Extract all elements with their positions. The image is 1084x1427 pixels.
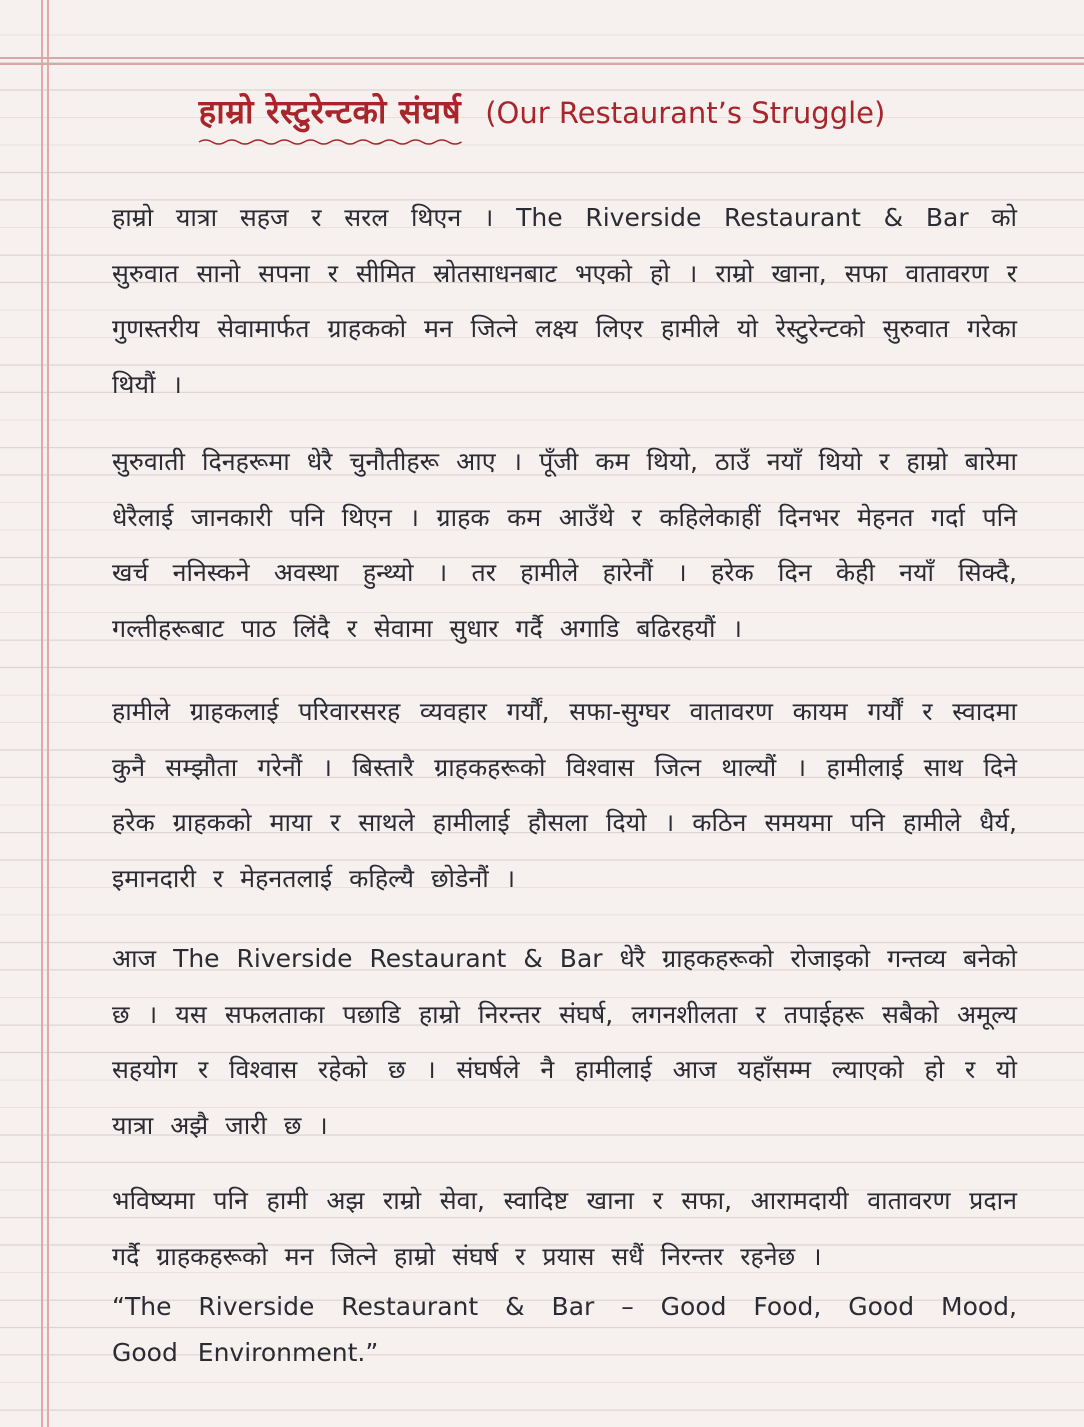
page-title <box>0 88 1084 133</box>
closing-quote: “The Riverside Restaurant & Bar – Good Food, Good Mood, Good Environment.” <box>112 1292 1017 1367</box>
paragraph-2: सुरुवाती दिनहरूमा धेरै चुनौतीहरू आए । पूँजी कम थियो, ठाउँ नयाँ थियो र हाम्रो बारेमा धेरैलाई जानकारी पनि थिएन । ग्राहक कम आउँथे र कहिलेकाहीं दिनभर मेहनत गर्दा पनि खर्च ननिस्कने अवस्था हुन्थ्यो । तर हामीले हारेनौं । हरेक दिन केही नयाँ सिक्दै, गल्तीहरूबाट पाठ लिंदै र सेवामा सुधार गर्दै अगाडि बढिरहयौं । <box>112 447 1017 643</box>
paragraph-4: आज The Riverside Restaurant & Bar धेरै ग्राहकहरूको रोजाइको गन्तव्य बनेको छ । यस सफलताका पछाडि हाम्रो निरन्तर संघर्ष, लगनशीलता र तपाईहरू सबैको अमूल्य सहयोग र विश्वास रहेको छ । संघर्षले नै हामीलाई आज यहाँसम्म ल्याएको हो र यो यात्रा अझै जारी छ । <box>112 944 1017 1140</box>
header-rule-upper <box>0 57 1084 59</box>
header-rule-lower <box>0 63 1084 65</box>
margin-line-right <box>47 0 49 1427</box>
letter-body <box>112 190 1017 1376</box>
title-nepali <box>199 88 462 133</box>
title-english: (Our Restaurant’s Struggle) <box>485 96 886 130</box>
paragraph-1: हाम्रो यात्रा सहज र सरल थिएन । The Riverside Restaurant & Bar को सुरुवात सानो सपना र सीमित स्रोतसाधनबाट भएको हो । राम्रो खाना, सफा वातावरण र गुणस्तरीय सेवामार्फत ग्राहकको मन जित्ने लक्ष्य लिएर हामीले यो रेस्टुरेन्टको सुरुवात गरेका थियौं । <box>112 203 1017 399</box>
title-nepali-text: हाम्रो रेस्टुरेन्टको संघर्ष <box>198 92 462 131</box>
margin-line-left <box>41 0 43 1427</box>
title-wavy-underline <box>199 137 462 147</box>
paragraph-5: भविष्यमा पनि हामी अझ राम्रो सेवा, स्वादिष्ट खाना र सफा, आरामदायी वातावरण प्रदान गर्दै ग्राहकहरूको मन जित्ने हाम्रो संघर्ष र प्रयास सधैं निरन्तर रहनेछ । <box>112 1186 1017 1271</box>
paragraph-3: हामीले ग्राहकलाई परिवारसरह व्यवहार गर्यौं, सफा-सुग्घर वातावरण कायम गर्यौं र स्वादमा कुनै सम्झौता गरेनौं । बिस्तारै ग्राहकहरूको विश्वास जित्न थाल्यौं । हामीलाई साथ दिने हरेक ग्राहकको माया र साथले हामीलाई हौसला दियो । कठिन समयमा पनि हामीले धैर्य, इमानदारी र मेहनतलाई कहिल्यै छोडेनौं । <box>112 697 1017 893</box>
